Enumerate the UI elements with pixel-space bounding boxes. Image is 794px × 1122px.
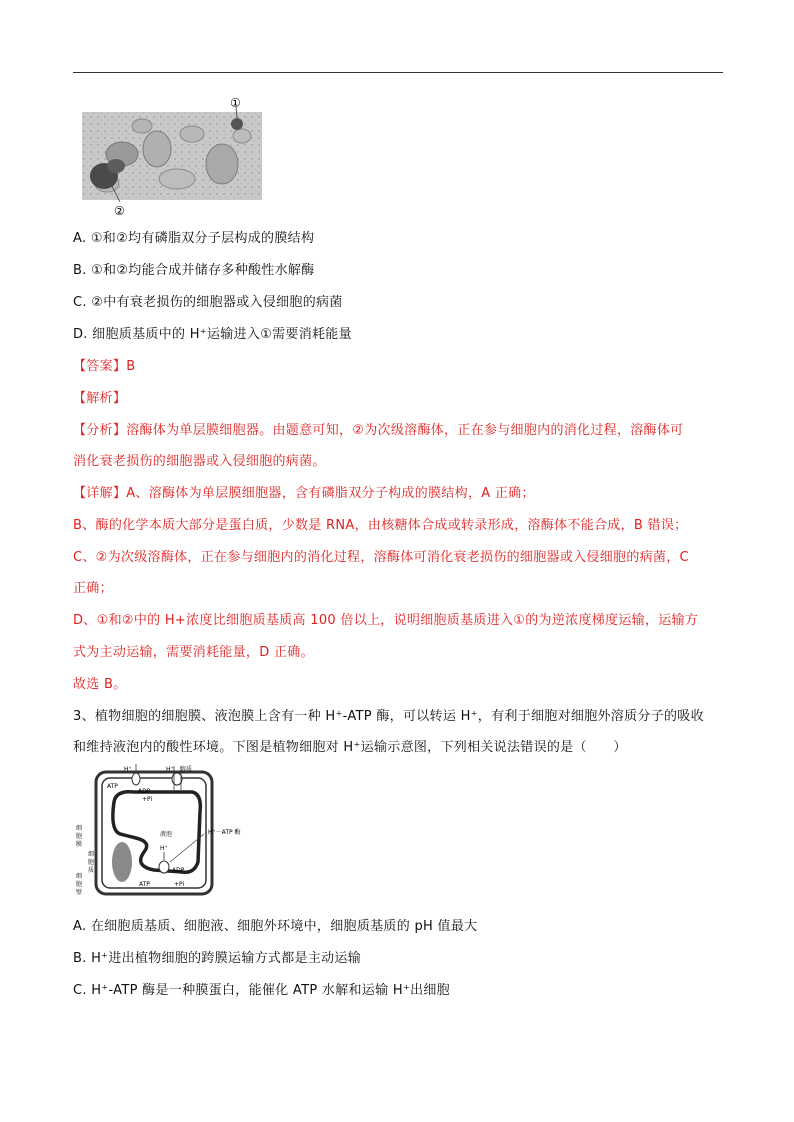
cytoplasm-label-char: 质	[88, 867, 95, 874]
h-top-right-label: H⁺	[166, 766, 174, 773]
detail-a: 【详解】A、溶酶体为单层膜细胞器，含有磷脂双分子构成的膜结构，A 正确；	[73, 486, 535, 501]
cell-wall-label-char: 壁	[76, 889, 83, 896]
option-c: C. ②中有衰老损伤的细胞器或入侵细胞的病菌	[73, 295, 343, 310]
primary-lysosome	[231, 118, 243, 130]
detail-d-line-1: D、①和②中的 H+浓度比细胞质基质高 100 倍以上，说明细胞质基质进入①的为逆浓度梯度运输，运输方	[73, 613, 699, 628]
organelle-shape	[206, 144, 238, 184]
label-2: ②	[114, 204, 125, 218]
secondary-lysosome	[107, 159, 125, 173]
detail-c-line-2: 正确；	[73, 581, 113, 596]
micrograph-figure	[82, 94, 264, 218]
analysis-line-1: 【分析】溶酶体为单层膜细胞器。由题意可知，②为次级溶酶体，正在参与细胞内的消化过程，溶酶体可	[73, 423, 684, 438]
plant-cell-diagram	[74, 762, 270, 900]
q3-option-c: C. H⁺-ATP 酶是一种膜蛋白，能催化 ATP 水解和运输 H⁺出细胞	[73, 983, 450, 998]
cell-wall-label-char: 胞	[76, 881, 83, 888]
header-rule	[73, 72, 723, 73]
cell-membrane-label-char: 膜	[76, 841, 83, 848]
detail-b: B、酶的化学本质大部分是蛋白质，少数是 RNA，由核糖体合成或转录形成，溶酶体不能合成，B 错误；	[73, 518, 688, 533]
cell-membrane-label-char: 胞	[76, 833, 83, 840]
analysis-header: 【解析】	[73, 391, 127, 406]
answer-line: 【答案】B	[73, 359, 136, 374]
option-a: A. ①和②均有磷脂双分子层构成的膜结构	[73, 231, 315, 246]
cytoplasm-label-char: 胞	[88, 859, 95, 866]
pi-bottom-label: +Pi	[174, 881, 185, 888]
cell-wall-label-char: 细	[76, 873, 83, 880]
adp-bottom-label: ADP	[172, 867, 185, 874]
chloroplast	[112, 842, 132, 882]
organelle-shape	[159, 169, 195, 189]
cell-membrane-label-char: 细	[76, 825, 83, 832]
question3-stem-line-1: 3、植物细胞的细胞膜、液泡膜上含有一种 H⁺-ATP 酶，可以转运 H⁺，有利于细胞对细胞外溶质分子的吸收	[73, 709, 704, 724]
analysis-line-2: 消化衰老损伤的细胞器或入侵细胞的病菌。	[73, 454, 326, 469]
q3-option-b: B. H⁺进出植物细胞的跨膜运输方式都是主动运输	[73, 951, 362, 966]
option-d: D. 细胞质基质中的 H⁺运输进入①需要消耗能量	[73, 327, 352, 342]
pi-top-label: +Pi	[142, 796, 153, 803]
detail-d-line-2: 式为主动运输，需要消耗能量，D 正确。	[73, 645, 314, 660]
organelle-shape	[233, 129, 251, 143]
atp-bottom-label: ATP	[139, 881, 150, 888]
question3-stem-line-2: 和维持液泡内的酸性环境。下图是植物细胞对 H⁺运输示意图，下列相关说法错误的是（ ）	[73, 740, 627, 755]
q3-option-a: A. 在细胞质基质、细胞液、细胞外环境中，细胞质基质的 pH 值最大	[73, 919, 478, 934]
adp-top-label: ADP	[138, 788, 151, 795]
organelle-shape	[180, 126, 204, 142]
label-1: ①	[230, 96, 241, 110]
organelle-shape	[132, 119, 152, 133]
h-top-left-label: H⁺	[124, 766, 132, 773]
detail-c-line-1: C、②为次级溶酶体，正在参与细胞内的消化过程，溶酶体可消化衰老损伤的细胞器或入侵细胞的病菌，C	[73, 550, 689, 565]
enzyme-label: H⁺－ATP 酶	[208, 829, 241, 836]
symporter-top-right	[172, 773, 182, 785]
option-b: B. ①和②均能合成并储存多种酸性水解酶	[73, 263, 315, 278]
solute-label: 溶质	[180, 766, 193, 773]
atp-top-label: ATP	[107, 783, 118, 790]
organelle-shape	[143, 131, 171, 167]
conclusion: 故选 B。	[73, 677, 127, 692]
proton-pump-top-left	[132, 773, 140, 785]
cytoplasm-label-char: 细	[88, 851, 95, 858]
vacuole-label: 液泡	[160, 831, 173, 838]
proton-pump-vacuole	[159, 861, 169, 873]
h-vacuole-label: H⁺	[160, 845, 168, 852]
